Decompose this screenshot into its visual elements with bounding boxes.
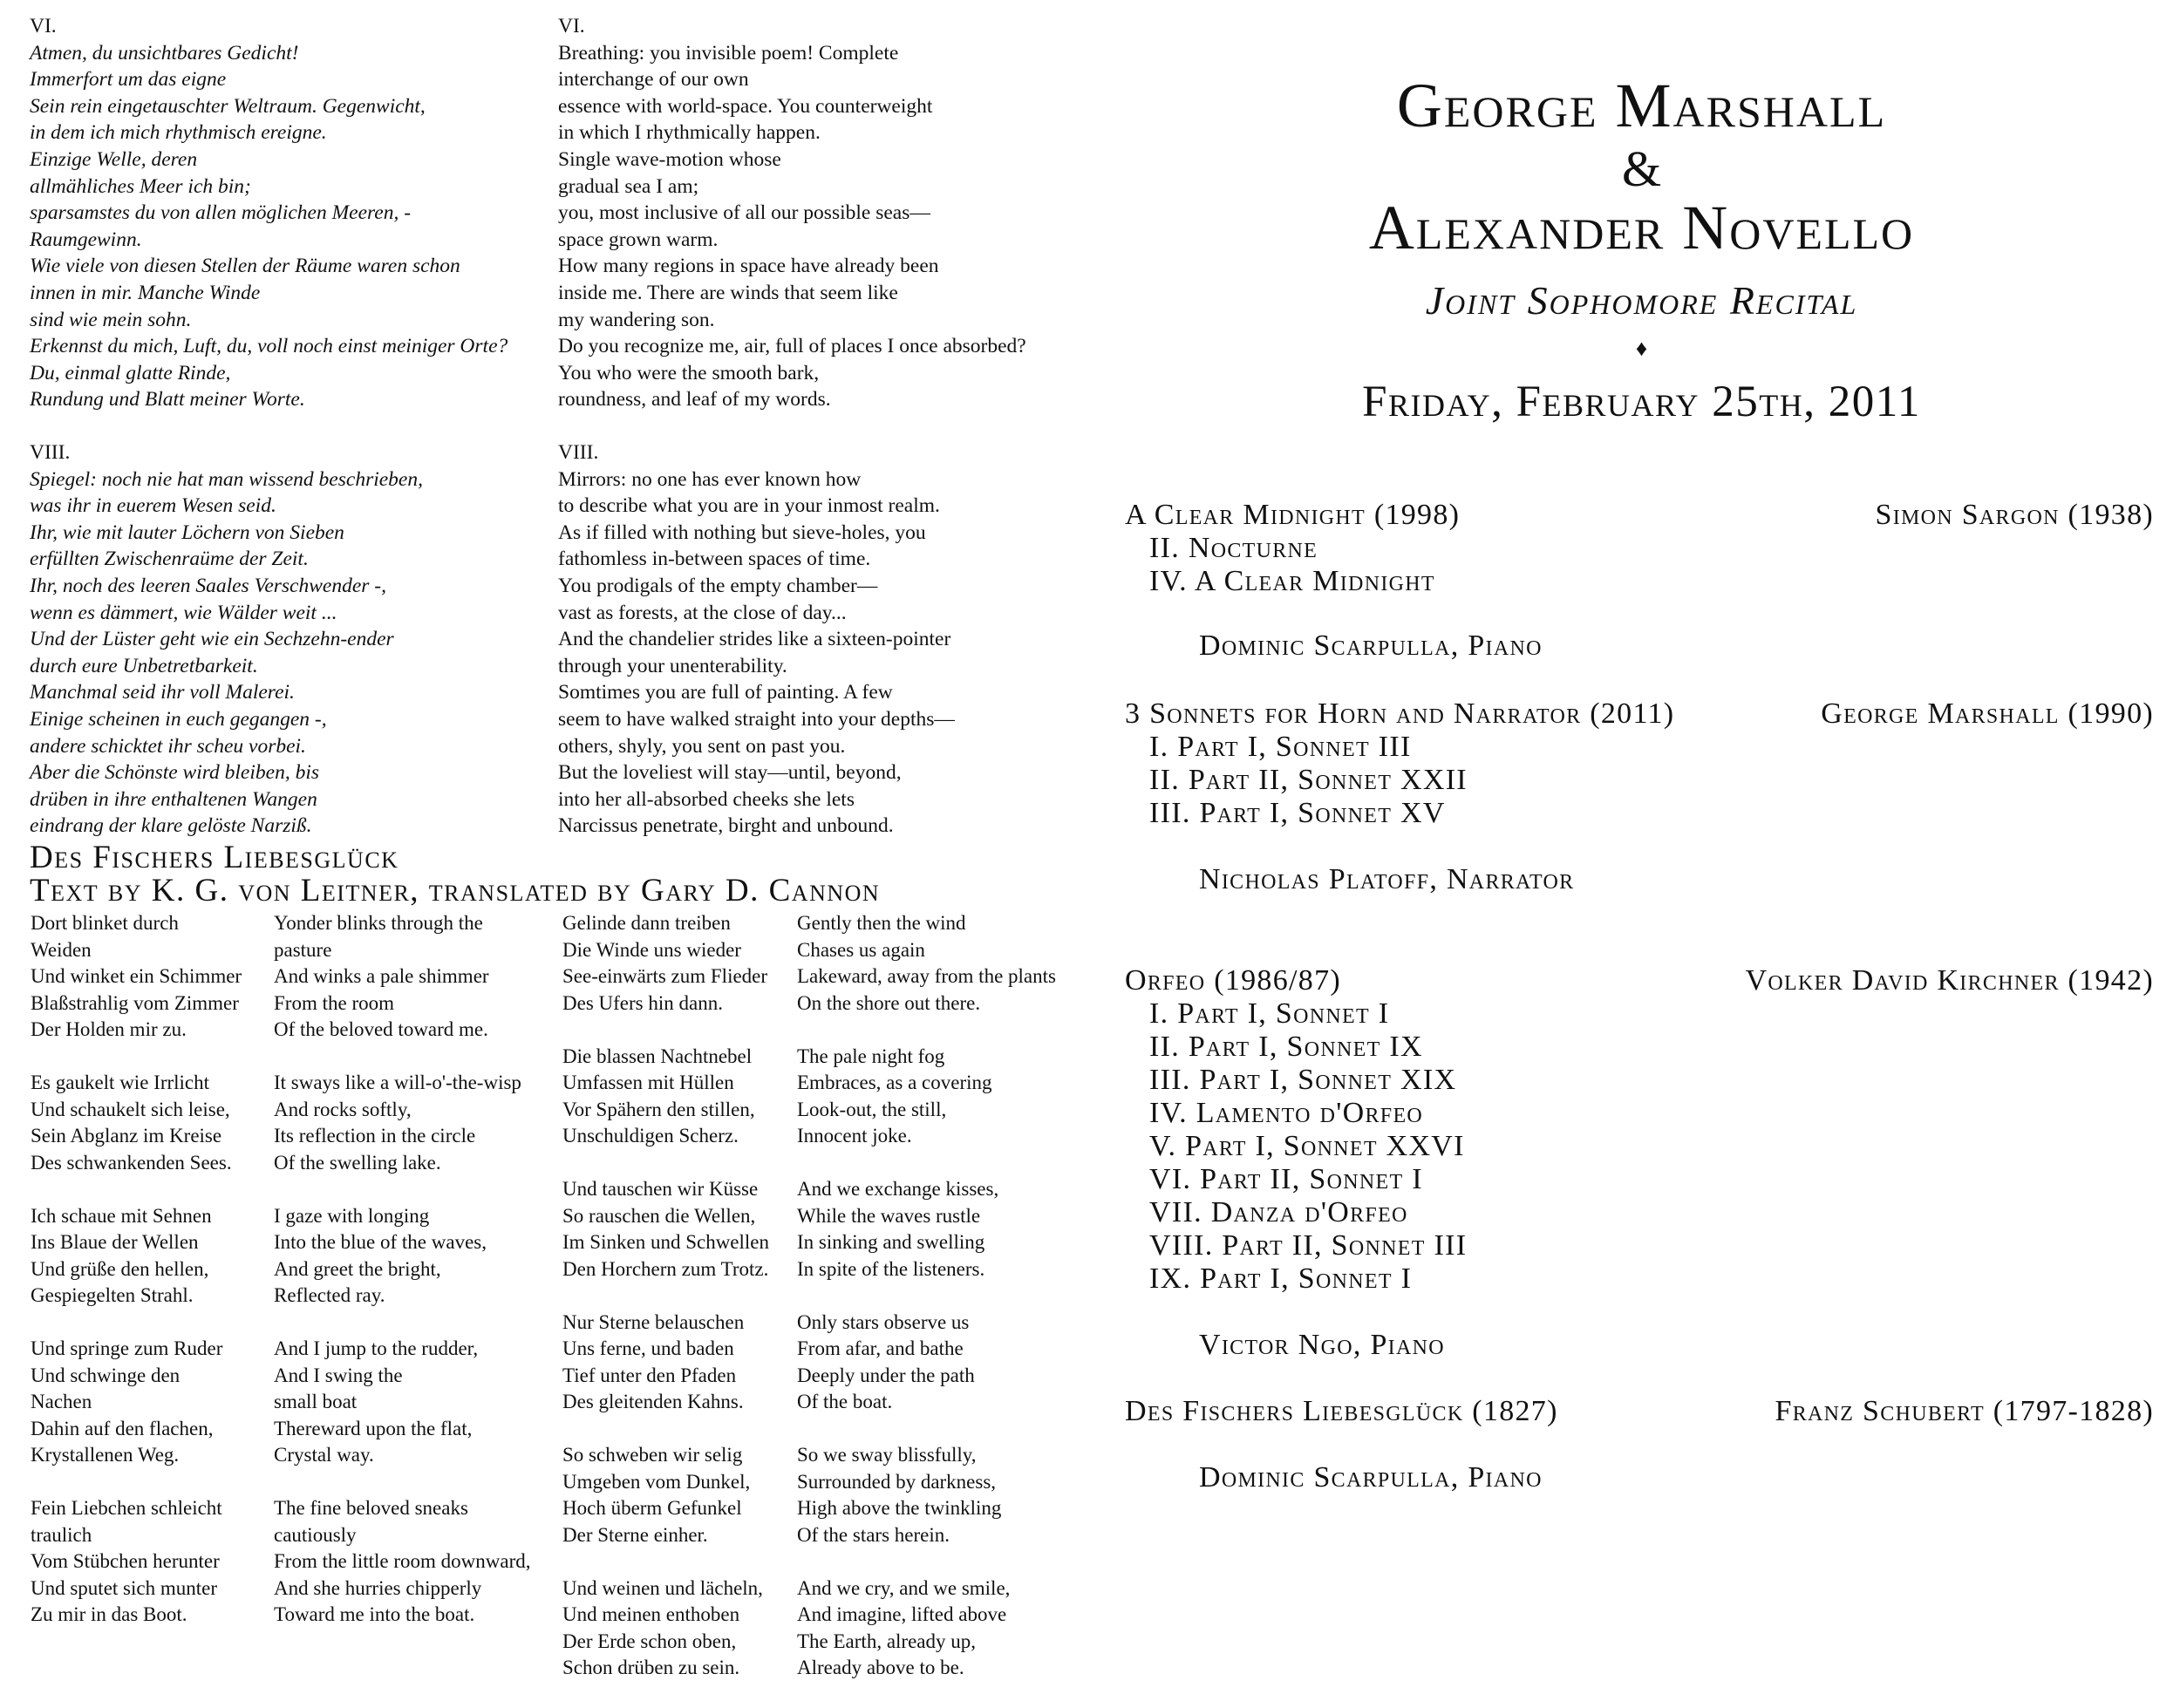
poem-heading: VI. <box>558 15 585 37</box>
fischer-german-col-1 <box>31 910 242 1655</box>
piece-title: 3 Sonnets for Horn and Narrator (2011) <box>1125 697 1675 730</box>
stanza-line: Des gleitenden Kahns. <box>562 1391 744 1412</box>
stanza-line: Und meinen enthoben <box>562 1603 740 1625</box>
stanza-line: Already above to be. <box>797 1657 964 1678</box>
stanza-line: Its reflection in the circle <box>274 1125 476 1147</box>
stanza-line: Only stars observe us <box>797 1310 970 1333</box>
poem-line: inside me. There are winds that seem like <box>558 281 898 304</box>
poem-heading: VIII. <box>558 441 599 464</box>
stanza-line: While the waves rustle <box>797 1204 981 1227</box>
movement-item: II. Part II, Sonnet XXII <box>1149 764 1468 796</box>
stanza-line: On the shore out there. <box>797 991 981 1014</box>
piece-composer: Volker David Kirchner (1942) <box>1745 964 2154 997</box>
stanza-line: The Earth, already up, <box>797 1630 976 1652</box>
stanza-line: High above the twinkling <box>797 1497 1002 1519</box>
movement-item: II. Part I, Sonnet IX <box>1149 1031 1423 1063</box>
poem-line: Manchmal seid ihr voll Malerei. <box>30 681 295 704</box>
stanza-line: Dahin auf den flachen, <box>31 1417 214 1439</box>
poem-line: into her all-absorbed cheeks she lets <box>558 787 855 811</box>
program-piece-2 <box>1125 697 2154 731</box>
stanza-line: Toward me into the boat. <box>274 1603 475 1625</box>
poem-line: Rundung und Blatt meiner Worte. <box>30 388 305 412</box>
movement-item: IV. Lamento d'Orfeo <box>1149 1097 1424 1129</box>
stanza <box>562 1176 769 1283</box>
program-list <box>1125 0 2154 1684</box>
poem-line: allmähliches Meer ich bin; <box>30 174 251 198</box>
poem-line: andere schicktet ihr scheu vorbei. <box>30 734 306 758</box>
poem-line: Sein rein eingetauschter Weltraum. Gegenwicht, <box>30 94 426 118</box>
movement-item: IX. Part I, Sonnet I <box>1149 1262 1413 1295</box>
stanza-line: Des schwankenden Sees. <box>31 1151 232 1174</box>
stanza <box>562 1044 769 1150</box>
stanza-line: Sein Abglanz im Kreise <box>31 1125 222 1147</box>
stanza-line: In spite of the listeners. <box>797 1257 985 1280</box>
poem-line: As if filled with nothing but sieve-holes, you <box>558 521 926 544</box>
stanza-line: And we exchange kisses, <box>797 1178 999 1200</box>
fischer-english-col-2 <box>797 910 1056 1708</box>
stanza-line: Crystal way. <box>274 1444 374 1466</box>
stanza-line: And rocks softly, <box>274 1098 412 1120</box>
poem-line: sind wie mein sohn. <box>30 308 192 331</box>
poem-line: gradual sea I am; <box>558 174 699 198</box>
stanza-line: Der Holden mir zu. <box>31 1018 187 1040</box>
movement-item: VI. Part II, Sonnet I <box>1149 1163 1423 1195</box>
stanza-line: So we sway blissfully, <box>797 1444 977 1466</box>
stanza-line: Schon drüben zu sein. <box>562 1657 740 1678</box>
movement-item: VIII. Part II, Sonnet III <box>1149 1229 1468 1262</box>
stanza-line: Und grüße den hellen, <box>31 1257 209 1280</box>
poem-line: You who were the smooth bark, <box>558 361 820 384</box>
stanza-line: Ins Blaue der Wellen <box>31 1231 199 1253</box>
piece-composer: George Marshall (1990) <box>1821 697 2154 730</box>
poem-line: sparsamstes du von allen möglichen Meeren, - <box>30 201 412 225</box>
poem-line: Aber die Schönste wird bleiben, bis <box>30 761 319 785</box>
stanza-line: Die Winde uns wieder <box>562 938 741 961</box>
stanza-line: And we cry, and we smile, <box>797 1576 1011 1599</box>
movement-item: I. Part I, Sonnet I <box>1149 997 1390 1030</box>
program-piece-4 <box>1125 1395 2154 1428</box>
stanza-line: From afar, and bathe <box>797 1337 964 1359</box>
movement-item: II. Nocturne <box>1149 532 1318 564</box>
stanza-line: Yonder blinks through the <box>274 912 483 934</box>
stanza <box>31 1336 242 1469</box>
stanza-line: Ich schaue mit Sehnen <box>31 1204 212 1227</box>
stanza-line: The fine beloved sneaks <box>274 1497 468 1519</box>
stanza-line: Thereward upon the flat, <box>274 1417 473 1439</box>
stanza-line: Nur Sterne belauschen <box>562 1310 745 1333</box>
stanza <box>562 1310 769 1416</box>
stanza-line: Und schwinge den <box>31 1364 181 1386</box>
stanza-line: And greet the bright, <box>274 1257 441 1280</box>
poem-line: How many regions in space have already been <box>558 255 939 278</box>
poem-line: roundness, and leaf of my words. <box>558 388 831 412</box>
stanza <box>797 1176 1056 1283</box>
stanza-line: Und tauschen wir Küsse <box>562 1178 759 1200</box>
stanza-line: Hoch überm Gefunkel <box>562 1497 742 1519</box>
piece-title: Orfeo (1986/87) <box>1125 964 1341 997</box>
piece-1-movements <box>1149 532 1435 598</box>
poem-line: Einzige Welle, deren <box>30 147 198 171</box>
poem-line: Somtimes you are full of painting. A few <box>558 681 893 704</box>
stanza-line: Gelinde dann treiben <box>562 912 731 934</box>
stanza-line: So rauschen die Wellen, <box>562 1204 756 1227</box>
movement-item: V. Part I, Sonnet XXVI <box>1149 1130 1465 1162</box>
poem-line: Raumgewinn. <box>30 228 142 251</box>
stanza <box>274 1203 531 1310</box>
stanza-line: Dort blinket durch <box>31 912 179 934</box>
poem-line: Narcissus penetrate, birght and unbound. <box>558 814 894 838</box>
stanza-line: Of the stars herein. <box>797 1523 950 1546</box>
stanza <box>562 1575 769 1682</box>
poem-line: Ihr, noch des leeren Saales Verschwender -, <box>30 574 386 597</box>
program-piece-3 <box>1125 964 2154 997</box>
stanza-line: Embraces, as a covering <box>797 1072 992 1093</box>
stanza-line: Uns ferne, und baden <box>562 1337 734 1359</box>
diamond-ornament-icon: ♦ <box>1635 336 1648 361</box>
poem-line: Do you recognize me, air, full of places I once absorbed? <box>558 335 1026 358</box>
movement-item: VII. Danza d'Orfeo <box>1149 1196 1408 1228</box>
stanza-line: Vom Stübchen herunter <box>31 1550 220 1572</box>
poem-line: Ihr, wie mit lauter Löchern von Sieben <box>30 521 344 544</box>
piece-title: Des Fischers Liebesglück (1827) <box>1125 1395 1558 1427</box>
stanza <box>274 910 531 1044</box>
stanza <box>562 1442 769 1548</box>
stanza-line: Und weinen und lächeln, <box>562 1576 763 1599</box>
stanza <box>31 1203 242 1310</box>
stanza <box>274 1070 531 1176</box>
stanza-line: Tief unter den Pfaden <box>562 1364 737 1386</box>
stanza-line: traulich <box>31 1523 92 1546</box>
poem-heading: VI. <box>30 15 57 37</box>
stanza-line: From the room <box>274 991 394 1014</box>
stanza-line: And I jump to the rudder, <box>274 1337 479 1359</box>
stanza-line: Der Sterne einher. <box>562 1523 708 1546</box>
stanza-line: Lakeward, away from the plants <box>797 965 1056 987</box>
stanza-line: Of the swelling lake. <box>274 1151 441 1174</box>
poem-line: vast as forests, at the close of day... <box>558 601 847 624</box>
stanza-line: Zu mir in das Boot. <box>31 1603 187 1625</box>
program-piece-1 <box>1125 499 2154 532</box>
poem-line: Immerfort um das eigne <box>30 68 227 92</box>
stanza-line: Es gaukelt wie Irrlicht <box>31 1072 210 1093</box>
stanza-line: In sinking and swelling <box>797 1231 985 1253</box>
stanza-line: Im Sinken und Schwellen <box>562 1231 769 1253</box>
poem-line: Und der Lüster geht wie ein Sechzehn-ender <box>30 628 394 651</box>
stanza-line: And I swing the <box>274 1364 403 1386</box>
poem-line: But the loveliest will stay—until, beyond, <box>558 761 902 785</box>
poem-line: durch eure Unbetretbarkeit. <box>30 654 258 677</box>
stanza-line: The pale night fog <box>797 1045 945 1067</box>
poem-line: in which I rhythmically happen. <box>558 121 821 145</box>
stanza-line: small boat <box>274 1391 358 1412</box>
stanza-line: Reflected ray. <box>274 1284 385 1306</box>
poem-line: erfüllten Zwischenraüme der Zeit. <box>30 548 309 571</box>
piece-composer: Simon Sargon (1938) <box>1875 499 2154 531</box>
stanza-line: See-einwärts zum Flieder <box>562 965 768 987</box>
movement-item: IV. A Clear Midnight <box>1149 565 1435 597</box>
poem-line: was ihr in euerem Wesen seid. <box>30 494 276 518</box>
rilke-vi-german <box>30 13 508 413</box>
recital-subtitle: Joint Sophomore Recital <box>1425 278 1858 323</box>
fischer-credit: Text by K. G. von Leitner, translated by Gary D. Cannon <box>30 873 881 908</box>
poem-line: to describe what you are in your inmost realm. <box>558 494 940 518</box>
stanza-line: Innocent joke. <box>797 1125 912 1147</box>
recital-date: Friday, February 25th, 2011 <box>1362 378 1921 426</box>
piece-3-movements <box>1149 997 1467 1296</box>
rilke-viii-english <box>558 439 955 840</box>
stanza-line: pasture <box>274 938 332 961</box>
stanza-line: Nachen <box>31 1391 92 1412</box>
stanza-line: Deeply under the path <box>797 1364 975 1386</box>
stanza-line: From the little room downward, <box>274 1550 531 1572</box>
poem-line: Erkennst du mich, Luft, du, voll noch einst meiniger Orte? <box>30 335 508 358</box>
poem-line: You prodigals of the empty chamber— <box>558 574 878 597</box>
piece-title: A Clear Midnight (1998) <box>1125 499 1461 531</box>
poem-line: through your unenterability. <box>558 654 787 677</box>
poem-line: others, shyly, you sent on past you. <box>558 734 846 758</box>
stanza <box>797 1044 1056 1150</box>
poem-line: my wandering son. <box>558 308 715 331</box>
stanza <box>274 1495 531 1629</box>
stanza-line: Vor Spähern den stillen, <box>562 1098 755 1120</box>
rilke-vi-english <box>558 13 1026 413</box>
stanza-line: And imagine, lifted above <box>797 1603 1007 1625</box>
poem-heading: VIII. <box>30 441 71 464</box>
poem-line: Breathing: you invisible poem! Complete <box>558 41 899 65</box>
stanza-line: Und springe zum Ruder <box>31 1337 223 1359</box>
stanza-line: Fein Liebchen schleicht <box>31 1497 222 1519</box>
poem-line: interchange of our own <box>558 68 749 92</box>
stanza <box>31 1495 242 1629</box>
stanza-line: Umgeben vom Dunkel, <box>562 1470 751 1493</box>
fischer-german-col-2 <box>562 910 769 1708</box>
stanza-line: Gespiegelten Strahl. <box>31 1284 194 1306</box>
stanza-line: Und schaukelt sich leise, <box>31 1098 230 1120</box>
poem-line: Single wave-motion whose <box>558 147 781 171</box>
stanza-line: Into the blue of the waves, <box>274 1231 487 1253</box>
stanza-line: Die blassen Nachtnebel <box>562 1045 753 1067</box>
poem-line: Mirrors: no one has ever known how <box>558 467 862 491</box>
movement-item: III. Part I, Sonnet XV <box>1149 797 1446 829</box>
piece-2-performer: Nicholas Platoff, Narrator <box>1199 863 1575 895</box>
rilke-viii-german <box>30 439 423 840</box>
stanza-line: Und winket ein Schimmer <box>31 965 242 987</box>
stanza <box>797 1310 1056 1416</box>
stanza-line: Of the boat. <box>797 1391 893 1412</box>
stanza <box>797 910 1056 1017</box>
stanza-line: Umfassen mit Hüllen <box>562 1072 734 1093</box>
movement-item: III. Part I, Sonnet XIX <box>1149 1064 1457 1096</box>
stanza-line: Gently then the wind <box>797 912 966 934</box>
poem-line: Du, einmal glatte Rinde, <box>30 361 231 384</box>
stanza-line: Surrounded by darkness, <box>797 1470 997 1493</box>
piece-2-movements <box>1149 731 1468 830</box>
stanza <box>797 1575 1056 1682</box>
ampersand: & <box>1621 140 1662 197</box>
poem-line: seem to have walked straight into your depths— <box>558 707 955 731</box>
stanza-line: Den Horchern zum Trotz. <box>562 1257 769 1280</box>
stanza-line: Unschuldigen Scherz. <box>562 1125 739 1147</box>
stanza <box>274 1336 531 1469</box>
performer-name-2: Alexander Novello <box>1368 193 1915 262</box>
stanza <box>562 910 769 1017</box>
poem-line: in dem ich mich rhythmisch ereigne. <box>30 121 327 145</box>
stanza-line: Chases us again <box>797 938 925 961</box>
poem-line: fathomless in-between spaces of time. <box>558 548 871 571</box>
stanza <box>31 1070 242 1176</box>
stanza-line: Weiden <box>31 938 92 961</box>
stanza-line: And she hurries chipperly <box>274 1576 482 1599</box>
fischer-title: Des Fischers Liebesglück <box>30 840 399 875</box>
stanza-line: Krystallenen Weg. <box>31 1444 180 1466</box>
poem-line: you, most inclusive of all our possible seas— <box>558 201 930 225</box>
stanza-line: Und sputet sich munter <box>31 1576 217 1599</box>
stanza-line: cautiously <box>274 1523 357 1546</box>
piece-composer: Franz Schubert (1797-1828) <box>1775 1395 2154 1427</box>
poem-line: innen in mir. Manche Winde <box>30 281 261 304</box>
stanza <box>31 910 242 1044</box>
poem-line: Atmen, du unsichtbares Gedicht! <box>30 41 299 65</box>
stanza-line: Look-out, the still, <box>797 1098 947 1120</box>
stanza-line: It sways like a will-o'-the-wisp <box>274 1072 521 1093</box>
poem-line: drüben in ihre enthaltenen Wangen <box>30 787 317 811</box>
stanza <box>797 1442 1056 1548</box>
poem-line: space grown warm. <box>558 228 719 251</box>
poem-line: wenn es dämmert, wie Wälder weit ... <box>30 601 337 624</box>
poem-line: And the chandelier strides like a sixteen-pointer <box>558 628 951 651</box>
piece-4-performer: Dominic Scarpulla, Piano <box>1199 1461 1543 1494</box>
stanza-line: So schweben wir selig <box>562 1444 743 1466</box>
performer-name-1: George Marshall <box>1396 71 1887 140</box>
poem-line: eindrang der klare gelöste Narziß. <box>30 814 312 838</box>
piece-3-performer: Victor Ngo, Piano <box>1199 1329 1445 1361</box>
stanza-line: Der Erde schon oben, <box>562 1630 737 1652</box>
poem-line: Spiegel: noch nie hat man wissend beschrieben, <box>30 467 423 491</box>
stanza-line: Of the beloved toward me. <box>274 1018 488 1040</box>
piece-1-performer: Dominic Scarpulla, Piano <box>1199 629 1543 662</box>
stanza-line: Des Ufers hin dann. <box>562 991 723 1014</box>
poem-line: essence with world-space. You counterweight <box>558 94 933 118</box>
stanza-line: Blaßstrahlig vom Zimmer <box>31 991 239 1014</box>
left-page <box>0 0 1103 1684</box>
poem-line: Wie viele von diesen Stellen der Räume waren schon <box>30 255 460 278</box>
movement-item: I. Part I, Sonnet III <box>1149 731 1412 763</box>
stanza-line: I gaze with longing <box>274 1204 430 1227</box>
fischer-english-col-1 <box>274 910 531 1655</box>
stanza-line: And winks a pale shimmer <box>274 965 489 987</box>
poem-line: Einige scheinen in euch gegangen -, <box>30 707 327 731</box>
